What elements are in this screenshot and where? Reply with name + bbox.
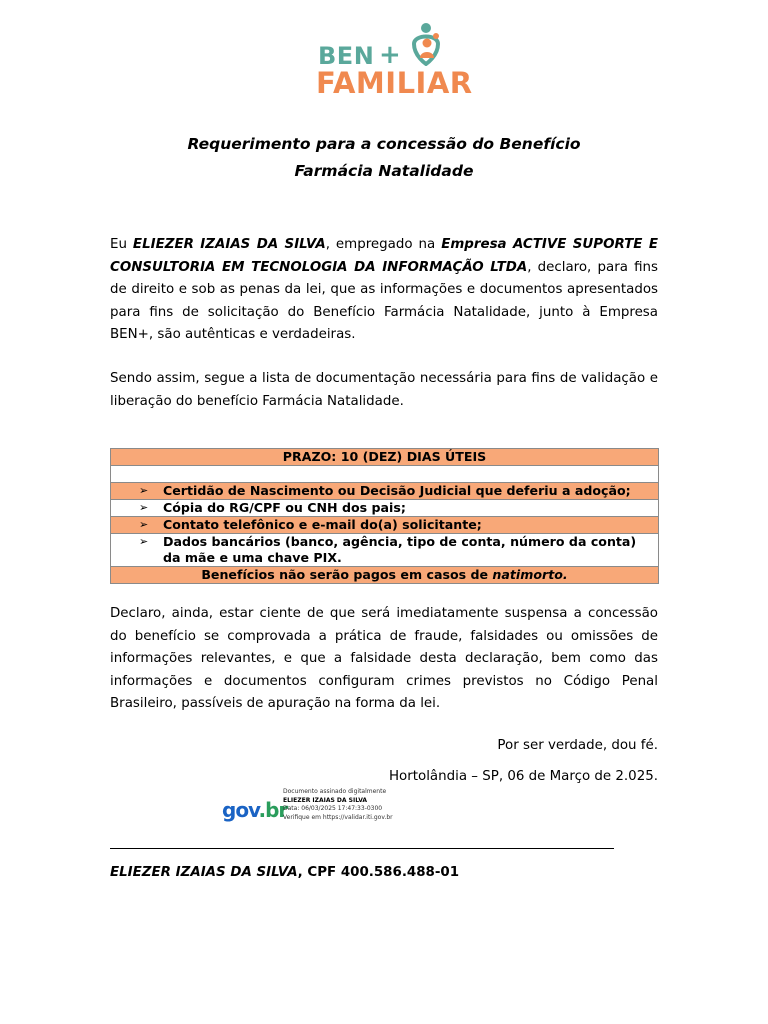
logo-plus-text: + xyxy=(379,40,401,70)
list-item: ➢ Certidão de Nascimento ou Decisão Judicial que deferiu a adoção; xyxy=(111,483,659,500)
govbr-logo: gov.br xyxy=(222,798,288,822)
employee-name: ELIEZER IZAIAS DA SILVA xyxy=(132,237,326,252)
deadline-header: PRAZO: 10 (DEZ) DIAS ÚTEIS xyxy=(111,449,659,466)
documents-intro-paragraph: Sendo assim, segue a lista de documentação necessária para fins de validação e liberação do benefício Farmácia Natalidade. xyxy=(110,371,658,409)
fraud-warning-paragraph: Declaro, ainda, estar ciente de que será imediatamente suspensa a concessão do benefício se comprovada a prática de fraude, falsidades ou omissões de informações relevantes, e que a falsidade desta declaração, bem como das informações e documentos configuram crimes previstos no Código Penal Brasileiro, passíveis de apuração na forma da lei. xyxy=(110,606,658,711)
list-item: ➢ Contato telefônico e e-mail do(a) solicitante; xyxy=(111,517,659,534)
signature-line xyxy=(110,848,614,849)
ben-familiar-logo xyxy=(314,20,473,100)
logo-familiar-text: FAMILIAR xyxy=(316,66,473,100)
declaration-paragraph: Eu ELIEZER IZAIAS DA SILVA, empregado na Empresa ACTIVE SUPORTE E CONSULTORIA EM TECNOLOGIA DA INFORMAÇÃO LTDA, declaro, para fins de direito e sob as penas da lei, que as informações e documentos apresentados para fins de solicitação do Benefício Farmácia Natalidade, junto à Empresa BEN+, são autênticas e verdadeiras. xyxy=(110,237,658,342)
company-name: Empresa ACTIVE SUPORTE E CONSULTORIA EM TECNOLOGIA DA INFORMAÇÃO LTDA xyxy=(110,237,658,275)
family-figure-icon xyxy=(406,22,446,66)
document-title-line-1: Requerimento para a concessão do Benefício xyxy=(187,135,581,153)
document-title-line-2: Farmácia Natalidade xyxy=(294,162,474,180)
logo-ben-text: BEN xyxy=(318,42,375,70)
blank-row xyxy=(111,466,659,483)
signature-details: Documento assinado digitalmente ELIEZER IZAIAS DA SILVA Data: 06/03/2025 17:47:33-0300 Verifique em https://validar.iti.gov.br xyxy=(283,788,393,821)
place-and-date: Hortolândia – SP, 06 de Março de 2.025. xyxy=(388,769,658,784)
requirements-table xyxy=(110,448,659,584)
list-item: ➢ Dados bancários (banco, agência, tipo de conta, número da conta) da mãe e uma chave PIX. xyxy=(111,534,659,567)
table-footer-note: Benefícios não serão pagos em casos de natimorto. xyxy=(111,567,659,584)
signer-identification: ELIEZER IZAIAS DA SILVA, CPF 400.586.488-01 xyxy=(110,865,460,880)
digital-signature-stamp xyxy=(222,788,462,832)
closing-statement: Por ser verdade, dou fé. xyxy=(497,738,658,753)
list-item: ➢ Cópia do RG/CPF ou CNH dos pais; xyxy=(111,500,659,517)
